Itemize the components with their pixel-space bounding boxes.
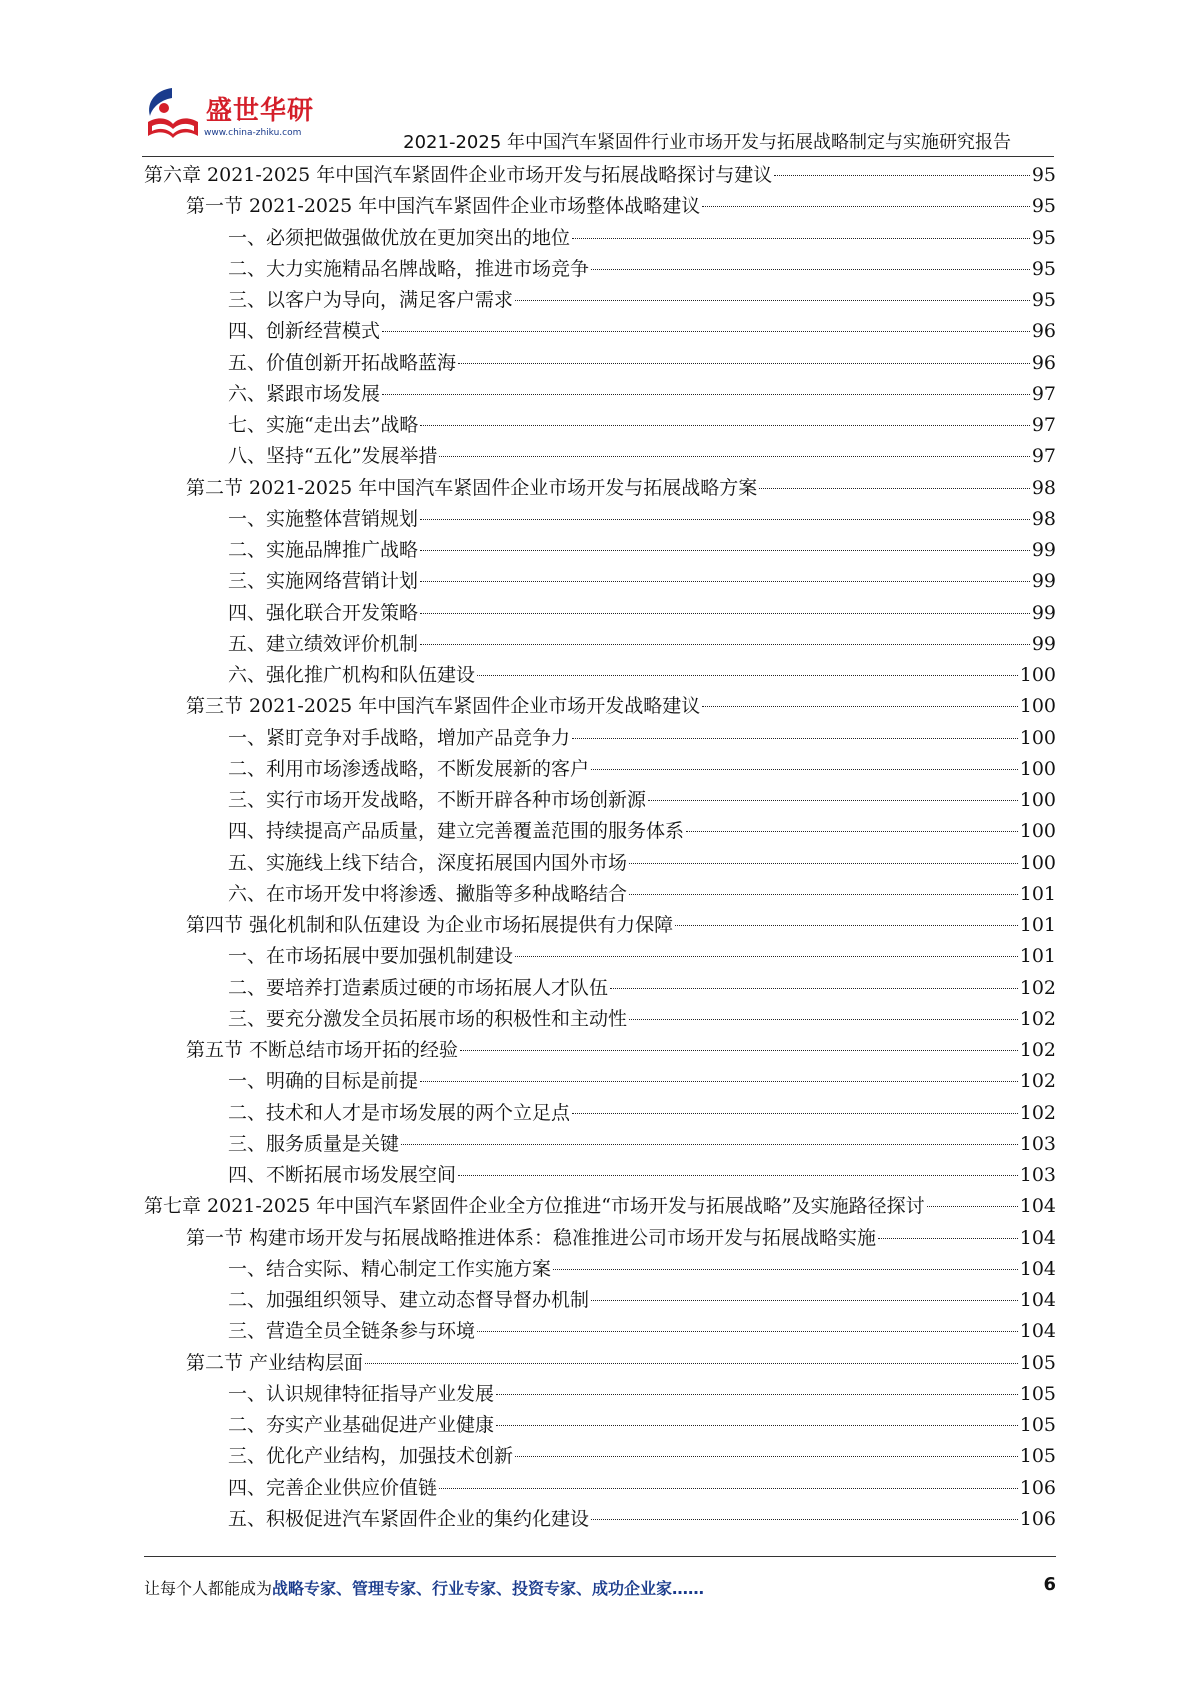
toc-dot-leader [420,581,1030,582]
toc-entry-title: 三、以客户为导向，满足客户需求 [228,289,514,311]
toc-entry[interactable] [144,1316,1056,1347]
toc-entry[interactable] [144,1285,1056,1316]
toc-entry-title: 二、实施品牌推广战略 [228,539,419,561]
logo-name: 盛世华研 [206,96,315,126]
toc-entry-page: 98 [1031,507,1056,530]
toc-dot-leader [553,1269,1018,1270]
toc-dot-leader [927,1206,1018,1207]
toc-dot-leader [382,394,1030,395]
toc-entry-title: 三、优化产业结构，加强技术创新 [228,1445,514,1468]
toc-entry-page: 104 [1019,1195,1056,1218]
toc-entry[interactable] [144,1504,1056,1535]
toc-dot-leader [382,331,1030,332]
toc-entry-title: 三、服务质量是关键 [228,1132,400,1155]
toc-entry-title: 第三节 2021-2025 年中国汽车紧固件企业市场开发战略建议 [186,695,701,718]
toc-dot-leader [439,456,1029,457]
toc-entry-page: 100 [1019,757,1056,780]
toc-dot-leader [878,1238,1018,1239]
toc-dot-leader [591,769,1018,770]
report-title: 2021-2025 年中国汽车紧固件行业市场开发与拓展战略制定与实施研究报告 [403,132,1011,153]
logo-url: www.china-zhiku.com [204,128,302,138]
toc-entry-title: 一、明确的目标是前提 [228,1070,419,1093]
toc-entry-title: 六、紧跟市场发展 [228,382,381,405]
toc-entry-page: 103 [1019,1132,1056,1155]
toc-entry-title: 第六章 2021-2025 年中国汽车紧固件企业市场开发与拓展战略探讨与建议 [144,164,773,186]
footer-slogan [144,1576,704,1599]
logo-book-icon [142,82,204,146]
toc-entry-title: 四、强化联合开发策略 [228,601,419,624]
toc-dot-leader [515,1456,1018,1457]
toc-entry[interactable] [144,285,1056,316]
toc-entry-page: 95 [1031,195,1056,218]
toc-entry[interactable] [144,1004,1056,1035]
toc-entry[interactable] [144,973,1056,1004]
toc-entry-page: 96 [1031,320,1056,343]
toc-entry-title: 三、营造全员全链条参与环境 [228,1320,476,1343]
toc-entry[interactable] [144,316,1056,347]
toc-dot-leader [629,894,1018,895]
toc-entry-page: 100 [1019,664,1056,686]
toc-dot-leader [702,206,1030,207]
toc-entry-page: 103 [1019,1164,1056,1186]
toc-dot-leader [458,1175,1018,1176]
toc-dot-leader [420,519,1030,520]
toc-dot-leader [420,425,1029,426]
toc-entry-page: 100 [1019,820,1056,843]
toc-entry-title: 三、实施网络营销计划 [228,570,419,593]
toc-entry-page: 104 [1019,1289,1056,1311]
toc-entry-page: 105 [1019,1445,1056,1468]
toc-entry-title: 六、在市场开发中将渗透、撇脂等多种战略结合 [228,882,628,905]
toc-entry-page: 102 [1019,1007,1056,1030]
toc-entry-page: 106 [1019,1507,1056,1530]
toc-dot-leader [460,1050,1018,1051]
toc-entry-page: 95 [1031,289,1056,311]
toc-dot-leader [572,238,1030,239]
toc-entry-page: 101 [1019,914,1056,936]
toc-entry[interactable] [144,723,1056,754]
toc-entry-title: 第一节 构建市场开发与拓展战略推进体系：稳准推进公司市场开发与拓展战略实施 [186,1226,877,1249]
toc-entry-page: 97 [1031,445,1056,468]
footer-slogan-prefix: 让每个人都能成为 [144,1579,273,1598]
toc-dot-leader [648,800,1018,801]
toc-entry-page: 100 [1019,695,1056,718]
toc-entry-title: 第二节 产业结构层面 [186,1351,364,1374]
company-logo [142,82,322,150]
toc-entry-title: 二、大力实施精品名牌战略，推进市场竞争 [228,257,590,280]
toc-entry[interactable] [144,441,1056,472]
toc-dot-leader [572,1113,1018,1114]
toc-entry-title: 二、要培养打造素质过硬的市场拓展人才队伍 [228,976,609,999]
toc-entry[interactable] [144,879,1056,910]
toc-entry-page: 99 [1031,570,1056,593]
toc-dot-leader [420,644,1030,645]
toc-dot-leader [759,488,1030,489]
toc-entry[interactable] [144,785,1056,816]
toc-entry[interactable] [144,660,1056,691]
toc-entry-page: 104 [1019,1257,1056,1280]
toc-entry[interactable] [144,1410,1056,1441]
toc-entry-title: 一、在市场拓展中要加强机制建设 [228,945,514,968]
toc-entry[interactable] [144,1066,1056,1097]
toc-entry-title: 第四节 强化机制和队伍建设 为企业市场拓展提供有力保障 [186,914,674,936]
toc-entry[interactable] [144,254,1056,285]
toc-dot-leader [686,831,1018,832]
page-header [0,0,1191,160]
toc-entry[interactable] [144,1441,1056,1472]
toc-entry[interactable] [144,1160,1056,1191]
toc-entry-page: 102 [1019,976,1056,999]
toc-entry-title: 六、强化推广机构和队伍建设 [228,664,476,686]
toc-entry-title: 四、不断拓展市场发展空间 [228,1164,457,1186]
toc-entry[interactable] [144,848,1056,879]
toc-dot-leader [477,1331,1018,1332]
toc-entry-page: 102 [1019,1070,1056,1093]
toc-dot-leader [591,269,1030,270]
toc-entry[interactable] [144,941,1056,972]
toc-entry[interactable] [144,223,1056,254]
toc-entry-title: 第七章 2021-2025 年中国汽车紧固件企业全方位推进“市场开发与拓展战略”及实施路径探讨 [144,1195,925,1218]
toc-dot-leader [610,988,1018,989]
toc-entry[interactable] [144,348,1056,379]
toc-entry[interactable] [144,629,1056,660]
toc-entry[interactable] [144,1191,1056,1222]
toc-entry-page: 104 [1019,1226,1056,1249]
toc-dot-leader [365,1363,1018,1364]
table-of-contents [144,160,1056,1535]
toc-entry-page: 98 [1031,476,1056,499]
toc-entry-title: 第一节 2021-2025 年中国汽车紧固件企业市场整体战略建议 [186,195,701,218]
toc-entry-page: 102 [1019,1039,1056,1061]
toc-entry-title: 三、实行市场开发战略，不断开辟各种市场创新源 [228,789,647,811]
toc-entry-title: 一、必须把做强做优放在更加突出的地位 [228,226,571,249]
toc-dot-leader [702,706,1018,707]
toc-entry[interactable] [144,566,1056,597]
toc-entry[interactable] [144,754,1056,785]
toc-entry-page: 106 [1019,1476,1056,1499]
toc-entry[interactable] [144,910,1056,941]
toc-entry[interactable] [144,535,1056,566]
toc-dot-leader [572,738,1018,739]
toc-dot-leader [439,1488,1018,1489]
toc-entry[interactable] [144,1223,1056,1254]
toc-dot-leader [420,613,1030,614]
toc-dot-leader [675,925,1018,926]
toc-dot-leader [496,1394,1018,1395]
toc-entry-title: 三、要充分激发全员拓展市场的积极性和主动性 [228,1007,628,1030]
toc-entry-title: 四、创新经营模式 [228,320,381,343]
toc-entry[interactable] [144,1098,1056,1129]
toc-entry-page: 100 [1019,789,1056,811]
toc-entry[interactable] [144,160,1056,191]
toc-entry-page: 102 [1019,1101,1056,1124]
toc-entry-title: 一、认识规律特征指导产业发展 [228,1382,495,1405]
toc-entry-title: 一、实施整体营销规划 [228,507,419,530]
toc-entry-page: 100 [1019,851,1056,874]
toc-entry-title: 八、坚持“五化”发展举措 [228,445,438,468]
toc-entry-page: 105 [1019,1382,1056,1405]
toc-entry-page: 97 [1031,382,1056,405]
toc-dot-leader [515,300,1030,301]
toc-entry[interactable] [144,1129,1056,1160]
toc-entry-title: 五、价值创新开拓战略蓝海 [228,351,457,374]
toc-entry-page: 105 [1019,1414,1056,1436]
toc-entry-page: 99 [1031,601,1056,624]
toc-entry[interactable] [144,1348,1056,1379]
toc-dot-leader [515,956,1018,957]
toc-entry-page: 101 [1019,945,1056,968]
toc-entry[interactable] [144,691,1056,722]
toc-dot-leader [401,1144,1018,1145]
toc-entry-page: 104 [1019,1320,1056,1343]
toc-entry-title: 四、持续提高产品质量，建立完善覆盖范围的服务体系 [228,820,685,843]
toc-entry[interactable] [144,1379,1056,1410]
footer-slogan-highlight: 战略专家、管理专家、行业专家、投资专家、成功企业家…… [272,1579,705,1598]
toc-entry[interactable] [144,191,1056,222]
toc-dot-leader [458,363,1030,364]
toc-entry-title: 七、实施“走出去”战略 [228,414,419,436]
toc-entry-page: 99 [1031,632,1056,655]
header-divider [142,156,1054,157]
toc-entry-title: 第五节 不断总结市场开拓的经验 [186,1039,459,1061]
toc-entry-page: 105 [1019,1351,1056,1374]
toc-entry-page: 95 [1031,257,1056,280]
toc-dot-leader [420,550,1030,551]
toc-entry-title: 二、技术和人才是市场发展的两个立足点 [228,1101,571,1124]
toc-dot-leader [774,175,1030,176]
toc-entry-page: 97 [1031,414,1056,436]
toc-entry-page: 96 [1031,351,1056,374]
toc-entry-page: 101 [1019,882,1056,905]
toc-entry-title: 四、完善企业供应价值链 [228,1476,438,1499]
toc-entry-title: 五、建立绩效评价机制 [228,632,419,655]
toc-dot-leader [629,863,1018,864]
page-number: 6 [1043,1574,1056,1595]
toc-entry-title: 第二节 2021-2025 年中国汽车紧固件企业市场开发与拓展战略方案 [186,476,758,499]
toc-entry[interactable] [144,1035,1056,1066]
toc-entry-page: 99 [1031,539,1056,561]
toc-dot-leader [420,1081,1018,1082]
toc-entry-title: 五、积极促进汽车紧固件企业的集约化建设 [228,1507,590,1530]
toc-dot-leader [629,1019,1018,1020]
toc-entry-title: 二、加强组织领导、建立动态督导督办机制 [228,1289,590,1311]
toc-entry[interactable] [144,816,1056,847]
toc-entry-title: 五、实施线上线下结合，深度拓展国内国外市场 [228,851,628,874]
toc-entry-page: 95 [1031,226,1056,249]
footer-divider [144,1556,1056,1557]
toc-dot-leader [591,1300,1018,1301]
toc-entry-title: 二、利用市场渗透战略，不断发展新的客户 [228,757,590,780]
toc-entry[interactable] [144,1473,1056,1504]
toc-entry-title: 一、紧盯竞争对手战略，增加产品竞争力 [228,726,571,749]
toc-dot-leader [496,1425,1018,1426]
toc-entry[interactable] [144,504,1056,535]
toc-entry-title: 二、夯实产业基础促进产业健康 [228,1414,495,1436]
toc-dot-leader [591,1519,1018,1520]
toc-entry[interactable] [144,598,1056,629]
toc-entry[interactable] [144,379,1056,410]
toc-entry[interactable] [144,410,1056,441]
toc-entry-page: 95 [1031,164,1056,186]
toc-dot-leader [477,675,1018,676]
toc-entry-page: 100 [1019,726,1056,749]
toc-entry[interactable] [144,473,1056,504]
toc-entry[interactable] [144,1254,1056,1285]
toc-entry-title: 一、结合实际、精心制定工作实施方案 [228,1257,552,1280]
